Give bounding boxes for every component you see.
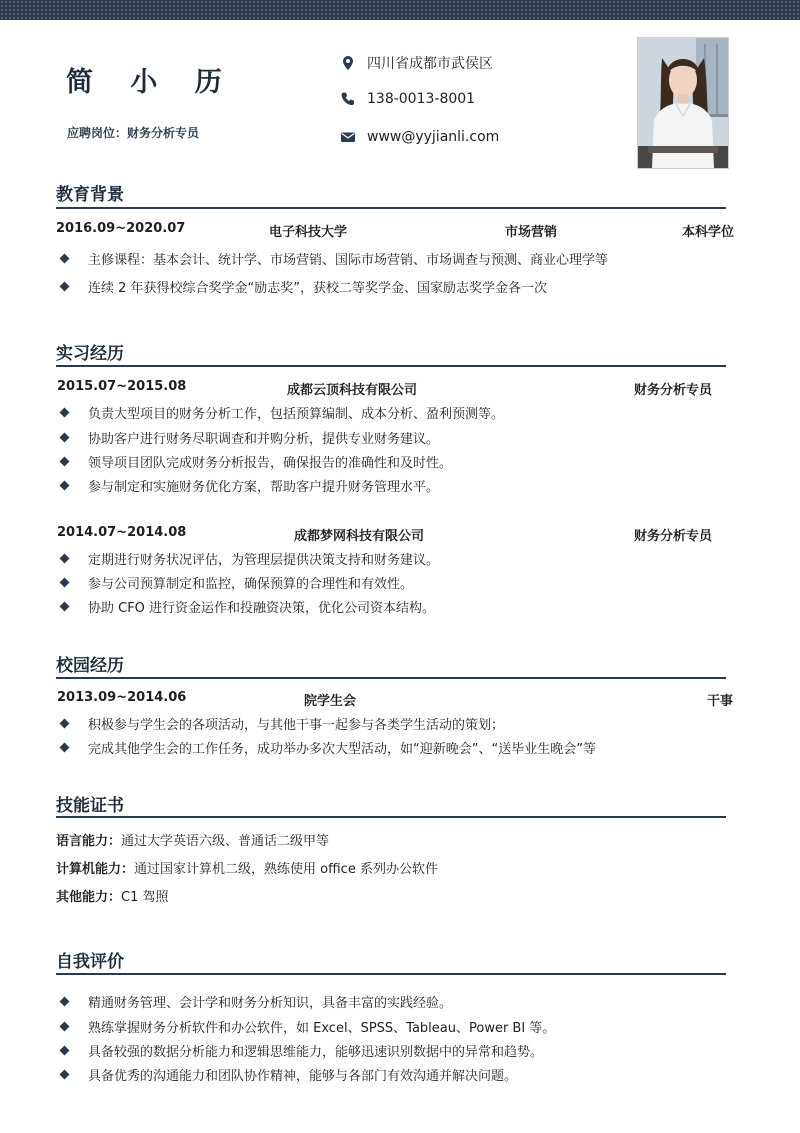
job-target-label: 应聘岗位： [67,126,128,140]
list-item: 熟练掌握财务分析软件和办公软件，如 Excel、SPSS、Tableau、Power BI 等。 [58,1017,555,1036]
diamond-bullet-icon [60,743,70,753]
job-period: 2015.07~2015.08 [57,379,187,394]
diamond-bullet-icon [60,433,70,443]
candidate-name: 简 小 历 [66,67,236,98]
location-pin-icon [340,55,356,71]
job-role: 财务分析专员 [634,529,713,544]
section-title-education: 教育背景 [56,185,124,205]
edu-degree: 本科学位 [682,225,735,240]
contact-website[interactable] [340,129,499,145]
website-text[interactable]: www@yyjianli.com [367,129,500,145]
section-title-campus: 校园经历 [56,656,124,676]
list-item: 领导项目团队完成财务分析报告，确保报告的准确性和及时性。 [58,452,452,471]
diamond-bullet-icon [60,1070,70,1080]
list-item: 连续 2 年获得校综合奖学金“励志奖”，获校二等奖学金、国家励志奖学金各一次 [58,277,547,296]
diamond-bullet-icon [60,408,70,418]
job-company: 成都云顶科技有限公司 [287,383,418,398]
diamond-bullet-icon [60,719,70,729]
section-divider-internship [56,365,726,367]
diamond-bullet-icon [60,457,70,467]
section-divider-education [56,207,726,209]
list-item: 精通财务管理、会计学和财务分析知识，具备丰富的实践经验。 [58,992,452,1011]
diamond-bullet-icon [60,554,70,564]
list-item: 协助客户进行财务尽职调查和并购分析，提供专业财务建议。 [58,428,439,447]
edu-period: 2016.09~2020.07 [56,221,186,236]
list-item: 参与制定和实施财务优化方案，帮助客户提升财务管理水平。 [58,476,439,495]
edu-school: 电子科技大学 [269,225,348,240]
list-item: 主修课程：基本会计、统计学、市场营销、国际市场营销、市场调查与预测、商业心理学等 [58,249,608,268]
address-text: 四川省成都市武侯区 [367,56,493,72]
job-company: 成都梦网科技有限公司 [294,529,425,544]
list-item: 完成其他学生会的工作任务，成功举办多次大型活动，如“迎新晚会”、“送毕业生晚会”等 [58,738,596,757]
diamond-bullet-icon [60,1046,70,1056]
email-icon [340,129,356,145]
section-title-internship: 实习经历 [56,344,124,364]
list-item: 协助 CFO 进行资金运作和投融资决策，优化公司资本结构。 [58,597,435,616]
skill-item: 语言能力：通过大学英语六级、普通话二级甲等 [56,834,330,849]
skill-item: 其他能力：C1 驾照 [56,890,169,905]
diamond-bullet-icon [60,481,70,491]
section-divider-campus [56,677,726,679]
diamond-bullet-icon [60,282,70,292]
diamond-bullet-icon [60,578,70,588]
skill-item: 计算机能力：通过国家计算机二级，熟练使用 office 系列办公软件 [56,862,438,877]
list-item: 参与公司预算制定和监控，确保预算的合理性和有效性。 [58,573,413,592]
list-item: 定期进行财务状况评估，为管理层提供决策支持和财务建议。 [58,549,439,568]
job-role: 财务分析专员 [634,383,713,398]
phone-icon [340,91,356,107]
job-target [67,124,199,141]
profile-photo [637,37,729,169]
diamond-bullet-icon [60,997,70,1007]
campus-role: 干事 [707,694,734,709]
list-item: 具备优秀的沟通能力和团队协作精神，能够与各部门有效沟通并解决问题。 [58,1065,517,1084]
diamond-bullet-icon [60,1022,70,1032]
section-divider-self-eval [56,973,726,975]
section-title-skills: 技能证书 [56,796,124,816]
list-item: 具备较强的数据分析能力和逻辑思维能力，能够迅速识别数据中的异常和趋势。 [58,1041,543,1060]
contact-address [340,53,493,73]
list-item: 负责大型项目的财务分析工作，包括预算编制、成本分析、盈利预测等。 [58,403,504,422]
campus-period: 2013.09~2014.06 [57,690,187,705]
list-item: 积极参与学生会的各项活动，与其他干事一起参与各类学生活动的策划； [58,714,504,733]
section-title-self-eval: 自我评价 [56,952,124,972]
campus-org: 院学生会 [304,694,357,709]
job-period: 2014.07~2014.08 [57,525,187,540]
diamond-bullet-icon [60,602,70,612]
top-pattern-bar [0,0,800,20]
diamond-bullet-icon [60,254,70,264]
section-divider-skills [56,816,726,818]
edu-major: 市场营销 [505,225,558,240]
phone-text: 138-0013-8001 [367,91,476,107]
contact-phone [340,91,475,107]
job-target-value: 财务分析专员 [127,126,200,140]
